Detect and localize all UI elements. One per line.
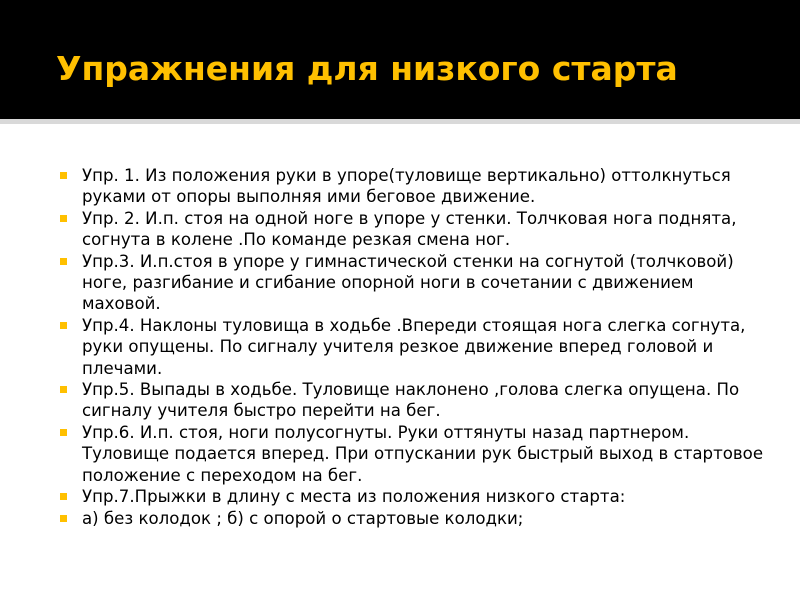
square-bullet-icon: [60, 215, 67, 222]
list-item-text: Упр.7.Прыжки в длину с места из положения низкого старта:: [82, 487, 626, 507]
square-bullet-icon: [60, 493, 67, 500]
list-item-text: Упр.5. Выпады в ходьбе. Туловище наклонено ,голова слегка опущена. По сигналу учителя быстро перейти на бег.: [82, 380, 740, 421]
list-item-text: Упр.3. И.п.стоя в упоре у гимнастической стенки на согнутой (толчковой) ноге, разгибание и сгибание опорной ноги в сочетании с движением маховой.: [82, 251, 734, 314]
square-bullet-icon: [60, 322, 67, 329]
list-item: [58, 208, 773, 251]
square-bullet-icon: [60, 172, 67, 179]
list-item-text: Упр.6. И.п. стоя, ноги полусогнуты. Руки оттянуты назад партнером. Туловище подается вперед. При отпускании рук быстрый выход в стартовое положение с переходом на бег.: [82, 422, 764, 485]
square-bullet-icon: [60, 515, 67, 522]
exercise-list: [58, 165, 773, 529]
square-bullet-icon: [60, 386, 67, 393]
title-bar: [0, 0, 800, 124]
list-item: [58, 486, 773, 507]
list-item: [58, 422, 773, 486]
list-item: [58, 508, 773, 529]
list-item: [58, 315, 773, 379]
square-bullet-icon: [60, 258, 67, 265]
slide-title: Упражнения для низкого старта: [56, 49, 678, 88]
list-item: [58, 165, 773, 208]
list-item-text: Упр. 1. Из положения руки в упоре(туловище вертикально) оттолкнуться руками от опоры выполняя ими беговое движение.: [82, 166, 731, 207]
list-item-text: а) без колодок ; б) с опорой о стартовые колодки;: [82, 508, 524, 528]
list-item: [58, 379, 773, 422]
list-item-text: Упр. 2. И.п. стоя на одной ноге в упоре у стенки. Толчковая нога поднята, согнута в колене .По команде резкая смена ног.: [82, 208, 737, 250]
list-item: [58, 251, 773, 315]
list-item-text: Упр.4. Наклоны туловища в ходьбе .Впереди стоящая нога слегка согнута, руки опущены. По сигналу учителя резкое движение вперед головой и плечами.: [82, 315, 746, 378]
square-bullet-icon: [60, 429, 67, 436]
